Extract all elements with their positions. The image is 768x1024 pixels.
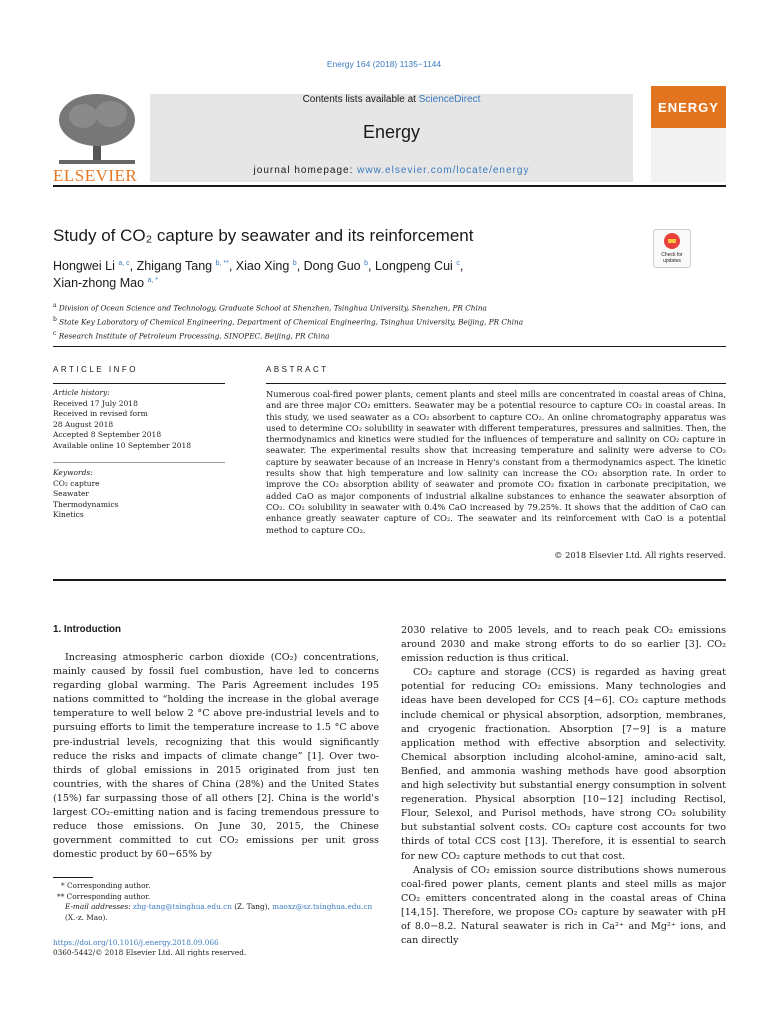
check-for-updates-badge[interactable] <box>653 229 691 268</box>
email-label: E-mail addresses: <box>65 902 134 911</box>
contents-available <box>150 94 633 105</box>
author-affiliation[interactable]: a, c <box>118 259 130 267</box>
keyword-item: CO₂ capture <box>53 478 100 488</box>
author-name[interactable]: Dong Guo <box>303 259 361 273</box>
article-info-heading: ARTICLE INFO <box>53 365 138 374</box>
history-item: Received 17 July 2018 <box>53 398 138 408</box>
author-name[interactable]: Zhigang Tang <box>136 259 213 273</box>
header-rule <box>53 185 726 187</box>
history-item: Available online 10 September 2018 <box>53 440 192 450</box>
author-name[interactable]: Hongwei Li <box>53 259 115 273</box>
history-item: Received in revised form <box>53 409 148 418</box>
check-updates-label: Check for updates <box>661 252 683 264</box>
contents-available-prefix: Contents lists available at <box>302 94 419 105</box>
author-list: Hongwei Li $^{a, c}$, Zhigang Tang $^{b, **}$, Xiao Xing $^b$, Dong Guo $^b$, Longpeng Cui $^c$, Xian-zhong Mao $^{a, *}$ <box>53 259 464 290</box>
history-item: Accepted 8 September 2018 <box>53 430 162 439</box>
intro-paragraph: CO₂ capture and storage (CCS) is regarded as having great potential for reducing CO₂ emissions. Many technologies and ideas have been developed for CCS [4−6]. CO₂ capture methods include chemical or physical absorption, adsorption, membranes, and cryogenic fractionation. Absorption [7−9] is a mature application method with effective absorption and selectivity. Chemical absorption including alcohol-amine, amino-acid salt, Benfied, and ammonia washing methods have good absorption and high selectivity but substantial energy consumption in solvent regeneration. Physical absorption [10−12] including Rectisol, Flour, Selexol, and Purisol methods, have strong CO₂ solubility but substantial solvent costs. CO₂ capture cost accounts for two thirds of total CCS cost [13]. Therefore, it is essential to search for new CO₂ capture methods to cut that cost. <box>401 667 726 862</box>
article-history <box>53 388 225 451</box>
abstract-text: Numerous coal-fired power plants, cement plants and steel mills are concentrated in coastal areas of China, and are three major CO₂ emitters. Seawater may be a potential resource to capture CO₂ in coastal areas. In this study, we used seawater as a CO₂ absorbent to capture CO₂. An online chromatography apparatus was used to determine CO₂ solubility in seawater with different temperatures, pressures and salinities. Then, the thermodynamics and kinetics were studied for the influences of temperature and salinity on CO₂ capture in seawater. The experimental results show that increasing temperature and salinity were adverse to CO₂ capture by seawater because of an increase in Henry's constant from a thermodynamics aspect. The kinetic results show that high temperature and low salinity can increase the CO₂ absorption rate. In order to improve the CO₂ absorption ability of seawater and promote CO₂ fixation in carbonate precipitation, we added CaO as major components of industrial alkaline substances to enhance the seawater absorption of CO₂. CO₂ solubility in seawater with 0.4% CaO increased by 79.25%. It shows that the addition of CaO can enhance greatly seawater capture of CO₂. The seawater and its reinforcement with CaO is a potential method to capture CO₂. <box>266 389 726 535</box>
journal-homepage <box>150 165 633 176</box>
publisher-name: ELSEVIER <box>53 166 138 185</box>
affiliation-item: $^a$ Division of Ocean Science and Technology, Graduate School at Shenzhen, Tsinghua University, Shenzhen, PR China <box>53 302 487 313</box>
keyword-item: Seawater <box>53 489 89 498</box>
abstract-copyright: © 2018 Elsevier Ltd. All rights reserved. <box>554 550 726 560</box>
intro-right-column <box>401 624 726 948</box>
affiliation-item: $^c$ Research Institute of Petroleum Processing, SINOPEC, Beijing, PR China <box>53 329 330 341</box>
author-affiliation[interactable]: b <box>292 259 297 267</box>
keyword-item: Kinetics <box>53 510 84 519</box>
author-affiliation[interactable]: b <box>364 259 369 267</box>
abstract-bottom-rule <box>53 579 726 581</box>
intro-paragraph: Analysis of CO₂ emission source distributions shows numerous coal-fired power plants, cement plants and steel mills as major CO₂ emitters concentrated along in the coastal areas of China [14,15]. Therefore, we propose CO₂ capture by seawater with pH of 8.0−8.2. Natural seawater is rich in Ca²⁺ and Mg²⁺ ions, and can directly <box>401 864 726 947</box>
homepage-prefix: journal homepage: <box>253 165 358 176</box>
author-affiliation[interactable]: c <box>456 259 460 267</box>
author-name[interactable]: Xian-zhong Mao <box>53 276 145 290</box>
abstract-rule <box>266 383 726 384</box>
journal-cover-title: ENERGY <box>658 100 719 115</box>
author-affiliation[interactable]: b, ** <box>215 259 229 267</box>
keywords <box>53 468 225 521</box>
intro-paragraph: Increasing atmospheric carbon dioxide (CO₂) concentrations, mainly caused by fossil fuel combustion, have led to concerns regarding global warming. The Paris Agreement includes 195 nations committed to “holding the increase in the global average temperature to well below 2 °C above pre-industrial levels and to pursuing efforts to limit the temperature increase to 1.5 °C above pre-industrial levels, recognizing that this would significantly reduce the risks and impacts of climate change” [1]. Over two-thirds of global emissions in 2015 originated from just ten countries, with the shares of China (28%) and the United States (15%) far surpassing those of all others [2]. China is the world's largest CO₂-emitting nation and is facing tremendous pressure to reduce those emissions. On June 30, 2015, the Chinese government committed to cut CO₂ emissions per unit gross domestic product by 60−65% by <box>53 652 379 861</box>
history-label: Article history: <box>53 388 110 397</box>
journal-citation[interactable]: Energy 164 (2018) 1135−1144 <box>326 59 442 69</box>
footnote-emails: E-mail addresses: zhg-tang@tsinghua.edu.cn (Z. Tang), maoxz@sz.tsinghua.edu.cn (X.-z. Mao). <box>65 902 373 922</box>
footnote-corresponding-1: * Corresponding author. <box>61 881 151 890</box>
homepage-link[interactable]: www.elsevier.com/locate/energy <box>357 165 530 176</box>
journal-name: Energy <box>362 122 421 142</box>
issn-line: 0360-5442/© 2018 Elsevier Ltd. All rights reserved. <box>53 948 247 957</box>
keywords-label: Keywords: <box>53 468 93 477</box>
author-affiliation[interactable]: a, * <box>147 276 159 284</box>
article-title: Study of CO₂ capture by seawater and its reinforcement <box>53 226 474 245</box>
author-name[interactable]: Longpeng Cui <box>374 259 453 273</box>
doi-link[interactable]: https://doi.org/10.1016/j.energy.2018.09.066 <box>53 938 219 947</box>
footnote-rule <box>53 877 93 878</box>
email-link[interactable]: maoxz@sz.tsinghua.edu.cn <box>272 902 373 911</box>
email-link[interactable]: zhg-tang@tsinghua.edu.cn <box>133 902 232 911</box>
keyword-item: Thermodynamics <box>53 499 119 509</box>
footnote-corresponding-2: ** Corresponding author. <box>57 891 151 901</box>
affiliations <box>53 300 653 342</box>
footnotes <box>53 881 379 923</box>
history-item: 28 August 2018 <box>53 419 114 429</box>
section-heading: 1. Introduction <box>53 624 122 635</box>
keywords-rule <box>53 462 225 463</box>
author-name[interactable]: Xiao Xing <box>235 259 290 273</box>
abstract-heading: ABSTRACT <box>266 365 329 374</box>
intro-left-column <box>53 651 379 862</box>
check-updates-icon <box>654 230 690 252</box>
article-info-rule <box>53 383 225 384</box>
affiliation-item: $^b$ State Key Laboratory of Chemical Engineering, Department of Chemical Engineering, Tsinghua University, Beijing, PR China <box>53 315 524 327</box>
affiliation-rule <box>53 346 726 347</box>
sciencedirect-link[interactable]: ScienceDirect <box>418 94 481 105</box>
intro-paragraph: 2030 relative to 2005 levels, and to reach peak CO₂ emissions around 2030 and make strong efforts to do so earlier [3]. CO₂ emission reduction is thus critical. <box>401 625 726 665</box>
